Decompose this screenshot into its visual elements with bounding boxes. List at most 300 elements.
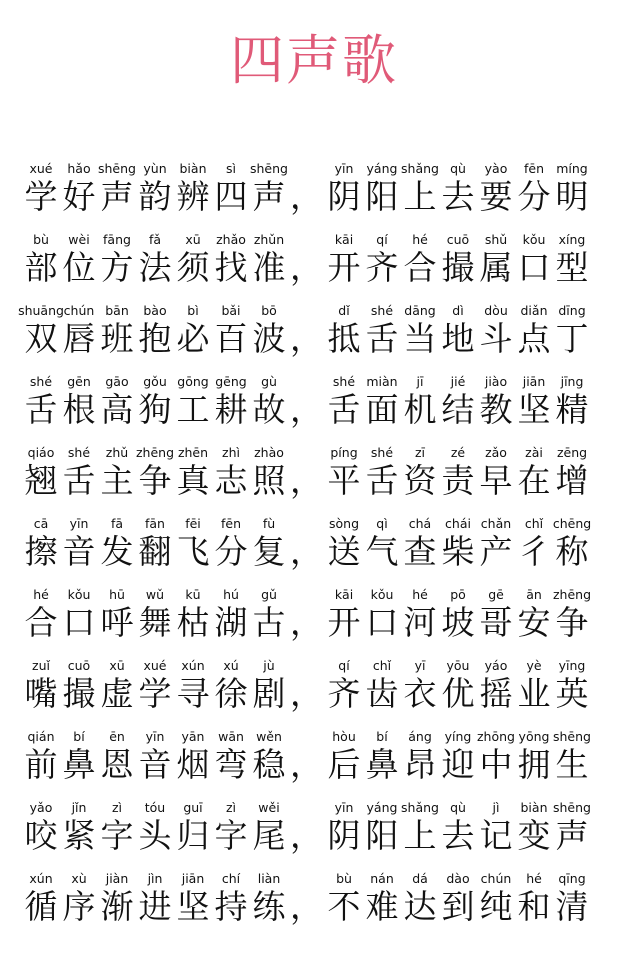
pinyin-label: ān	[526, 587, 542, 602]
hanzi-character: 双	[24, 319, 58, 358]
pinyin-label: kǒu	[67, 587, 91, 602]
hanzi-character: 合	[403, 248, 437, 287]
pinyin-label: xū	[109, 658, 125, 673]
hanzi-character: 恩	[100, 745, 134, 784]
hanzi-character: 复	[252, 532, 286, 571]
line-right-half	[325, 373, 591, 430]
pinyin-label: chēng	[552, 516, 592, 531]
character-cell	[401, 373, 439, 430]
character-cell	[439, 799, 477, 856]
character-cell	[401, 231, 439, 288]
hanzi-character: 齿	[365, 674, 399, 713]
hanzi-character: 序	[62, 887, 96, 926]
character-cell	[136, 444, 174, 501]
comma-punctuation: ，	[290, 887, 323, 926]
pinyin-label: zhào	[254, 445, 284, 460]
pinyin-label: dì	[452, 303, 464, 318]
hanzi-character: 点	[517, 319, 551, 358]
character-cell	[250, 728, 288, 785]
hanzi-character: 发	[100, 532, 134, 571]
hanzi-character: 声	[555, 816, 589, 855]
hanzi-character: 口	[365, 603, 399, 642]
pinyin-label: sòng	[328, 516, 360, 531]
pinyin-label: dīng	[558, 303, 586, 318]
character-cell	[515, 373, 553, 430]
character-cell	[174, 657, 212, 714]
character-cell	[477, 799, 515, 856]
pinyin-label: kāi	[334, 587, 354, 602]
hanzi-character: 河	[403, 603, 437, 642]
pinyin-label: bào	[143, 303, 167, 318]
pinyin-label: hú	[223, 587, 239, 602]
pinyin-label: yáng	[366, 161, 398, 176]
character-cell	[477, 515, 515, 572]
character-cell	[325, 728, 363, 785]
hanzi-character: 争	[555, 603, 589, 642]
pinyin-label: bù	[336, 871, 352, 886]
hanzi-character: 舌	[365, 319, 399, 358]
pinyin-label: dòu	[484, 303, 508, 318]
pinyin-label: hǎo	[67, 161, 91, 176]
hanzi-character: 去	[441, 816, 475, 855]
comma-punctuation: ，	[290, 390, 323, 429]
character-cell	[401, 302, 439, 359]
hanzi-character: 舌	[327, 390, 361, 429]
pinyin-label: yīn	[69, 516, 89, 531]
hanzi-character: 部	[24, 248, 58, 287]
hanzi-character: 迎	[441, 745, 475, 784]
character-cell	[22, 515, 60, 572]
hanzi-character: 尾	[252, 816, 286, 855]
character-cell	[136, 302, 174, 359]
character-cell	[212, 302, 250, 359]
pinyin-label: yīn	[334, 161, 354, 176]
pinyin-label: kū	[185, 587, 201, 602]
hanzi-character: 抵	[327, 319, 361, 358]
pinyin-label: wèi	[68, 232, 90, 247]
hanzi-character: 寻	[176, 674, 210, 713]
character-cell	[60, 302, 98, 359]
pinyin-label: xún	[29, 871, 53, 886]
hanzi-character: 坡	[441, 603, 475, 642]
hanzi-character: 不	[327, 887, 361, 926]
hanzi-character: 清	[555, 887, 589, 926]
pinyin-label: diǎn	[520, 303, 548, 318]
pinyin-label: shēng	[250, 161, 288, 176]
character-cell	[477, 160, 515, 217]
character-cell	[439, 728, 477, 785]
line-right-half	[325, 799, 591, 856]
character-cell	[250, 373, 288, 430]
hanzi-character: 分	[214, 532, 248, 571]
pinyin-label: shé	[332, 374, 356, 389]
character-cell	[439, 231, 477, 288]
line-right-half	[325, 870, 591, 927]
pinyin-label: jiàn	[105, 871, 129, 886]
hanzi-character: 开	[327, 603, 361, 642]
hanzi-character: 资	[403, 461, 437, 500]
character-cell	[60, 515, 98, 572]
character-cell	[363, 870, 401, 927]
hanzi-character: 上	[403, 177, 437, 216]
character-cell	[22, 657, 60, 714]
character-cell	[553, 586, 591, 643]
character-cell	[325, 444, 363, 501]
hanzi-character: 波	[252, 319, 286, 358]
hanzi-character: 鼻	[62, 745, 96, 784]
character-cell	[18, 302, 64, 359]
pinyin-label: gǔ	[261, 587, 277, 602]
character-cell	[22, 444, 60, 501]
pinyin-label: áng	[408, 729, 432, 744]
pinyin-label: zài	[525, 445, 543, 460]
pinyin-label: nán	[370, 871, 394, 886]
hanzi-character: 湖	[214, 603, 248, 642]
hanzi-character: 彳	[517, 532, 551, 571]
character-cell	[401, 160, 439, 217]
pinyin-label: dāng	[404, 303, 436, 318]
hanzi-character: 齐	[365, 248, 399, 287]
comma-punctuation: ，	[290, 532, 323, 571]
pinyin-label: cuō	[67, 658, 91, 673]
pinyin-label: pō	[450, 587, 466, 602]
character-cell	[250, 657, 288, 714]
character-cell	[553, 728, 591, 785]
character-cell	[250, 799, 288, 856]
hanzi-character: 学	[138, 674, 172, 713]
character-cell	[136, 657, 174, 714]
character-cell	[250, 515, 288, 572]
character-cell	[325, 657, 363, 714]
character-cell	[174, 302, 212, 359]
pinyin-label: yīn	[145, 729, 165, 744]
poem-line	[22, 870, 612, 941]
pinyin-label: kǒu	[522, 232, 546, 247]
character-cell	[363, 657, 401, 714]
character-cell	[60, 586, 98, 643]
character-cell	[553, 799, 591, 856]
pinyin-label: xū	[185, 232, 201, 247]
pinyin-label: liàn	[257, 871, 281, 886]
character-cell	[477, 728, 515, 785]
pinyin-label: míng	[556, 161, 588, 176]
character-cell	[60, 231, 98, 288]
pinyin-label: xú	[223, 658, 239, 673]
character-cell	[325, 799, 363, 856]
character-cell	[325, 302, 363, 359]
character-cell	[439, 657, 477, 714]
hanzi-character: 口	[517, 248, 551, 287]
line-right-half	[325, 586, 591, 643]
pinyin-label: chún	[480, 871, 512, 886]
pinyin-label: qì	[376, 516, 388, 531]
hanzi-character: 字	[100, 816, 134, 855]
character-cell	[553, 373, 591, 430]
pinyin-label: xù	[71, 871, 87, 886]
pinyin-label: shēng	[98, 161, 136, 176]
hanzi-character: 要	[479, 177, 513, 216]
character-cell	[515, 728, 553, 785]
pinyin-label: bù	[33, 232, 49, 247]
hanzi-character: 舞	[138, 603, 172, 642]
pinyin-label: jiān	[522, 374, 546, 389]
line-right-half	[325, 231, 591, 288]
hanzi-character: 精	[555, 390, 589, 429]
character-cell	[477, 231, 515, 288]
pinyin-label: kǒu	[370, 587, 394, 602]
hanzi-character: 韵	[138, 177, 172, 216]
character-cell	[363, 515, 401, 572]
character-cell	[515, 231, 553, 288]
pinyin-label: shuāng	[18, 303, 64, 318]
hanzi-character: 口	[62, 603, 96, 642]
hanzi-character: 摇	[479, 674, 513, 713]
pinyin-label: yīn	[334, 800, 354, 815]
character-cell	[60, 657, 98, 714]
character-cell	[250, 870, 288, 927]
hanzi-character: 故	[252, 390, 286, 429]
pinyin-label: píng	[330, 445, 358, 460]
hanzi-character: 中	[479, 745, 513, 784]
hanzi-character: 变	[517, 816, 551, 855]
hanzi-character: 分	[517, 177, 551, 216]
pinyin-label: dǐ	[338, 303, 350, 318]
line-right-half	[325, 728, 591, 785]
character-cell	[98, 728, 136, 785]
character-cell	[363, 799, 401, 856]
character-cell	[401, 444, 439, 501]
character-cell	[250, 302, 288, 359]
pinyin-label: zì	[225, 800, 237, 815]
hanzi-character: 安	[517, 603, 551, 642]
hanzi-character: 撮	[62, 674, 96, 713]
character-cell	[250, 231, 288, 288]
character-cell	[212, 870, 250, 927]
pinyin-label: jié	[450, 374, 466, 389]
pinyin-label: gēng	[215, 374, 247, 389]
comma-punctuation: ，	[290, 248, 323, 287]
hanzi-character: 产	[479, 532, 513, 571]
pinyin-label: chá	[408, 516, 432, 531]
poem-line	[22, 515, 612, 586]
hanzi-character: 舌	[365, 461, 399, 500]
hanzi-character: 上	[403, 816, 437, 855]
hanzi-character: 须	[176, 248, 210, 287]
hanzi-character: 坚	[517, 390, 551, 429]
hanzi-character: 在	[517, 461, 551, 500]
character-cell	[22, 160, 60, 217]
hanzi-character: 根	[62, 390, 96, 429]
pinyin-label: zhēn	[177, 445, 209, 460]
hanzi-character: 阳	[365, 177, 399, 216]
hanzi-character: 面	[365, 390, 399, 429]
pinyin-label: jiào	[484, 374, 508, 389]
character-cell	[98, 515, 136, 572]
pinyin-label: yǎo	[29, 800, 53, 815]
character-cell	[212, 799, 250, 856]
hanzi-character: 字	[214, 816, 248, 855]
pinyin-label: jì	[492, 800, 500, 815]
character-cell	[363, 373, 401, 430]
pinyin-label: ēn	[109, 729, 125, 744]
pinyin-label: yáng	[366, 800, 398, 815]
hanzi-character: 英	[555, 674, 589, 713]
pinyin-label: fēn	[220, 516, 241, 531]
hanzi-character: 属	[479, 248, 513, 287]
character-cell	[325, 160, 363, 217]
pinyin-label: yè	[526, 658, 542, 673]
pinyin-label: zuǐ	[32, 658, 50, 673]
pinyin-label: cuō	[446, 232, 470, 247]
hanzi-character: 好	[62, 177, 96, 216]
pinyin-label: qí	[376, 232, 388, 247]
line-left-half	[22, 657, 288, 714]
pinyin-label: qù	[450, 161, 466, 176]
hanzi-character: 早	[479, 461, 513, 500]
line-left-half	[18, 302, 288, 359]
character-cell	[98, 870, 136, 927]
pinyin-label: xún	[181, 658, 205, 673]
comma-punctuation: ，	[290, 745, 323, 784]
pinyin-label: wǔ	[145, 587, 165, 602]
pinyin-label: yào	[484, 161, 508, 176]
hanzi-character: 机	[403, 390, 437, 429]
comma-punctuation: ，	[290, 674, 323, 713]
hanzi-character: 责	[441, 461, 475, 500]
line-left-half	[22, 586, 288, 643]
character-cell	[98, 373, 136, 430]
character-cell	[325, 515, 363, 572]
hanzi-character: 抱	[138, 319, 172, 358]
hanzi-character: 哥	[479, 603, 513, 642]
hanzi-character: 主	[100, 461, 134, 500]
hanzi-character: 耕	[214, 390, 248, 429]
pinyin-label: chái	[445, 516, 471, 531]
hanzi-character: 纯	[479, 887, 513, 926]
hanzi-character: 嘴	[24, 674, 58, 713]
character-cell	[363, 231, 401, 288]
pinyin-label: gēn	[67, 374, 91, 389]
hanzi-character: 枯	[176, 603, 210, 642]
hanzi-character: 记	[479, 816, 513, 855]
hanzi-character: 头	[138, 816, 172, 855]
hanzi-character: 斗	[479, 319, 513, 358]
hanzi-character: 归	[176, 816, 210, 855]
pinyin-label: fù	[262, 516, 276, 531]
hanzi-character: 齐	[327, 674, 361, 713]
line-right-half	[325, 160, 591, 217]
character-cell	[401, 799, 439, 856]
hanzi-character: 查	[403, 532, 437, 571]
character-cell	[401, 728, 439, 785]
poem-line	[22, 728, 612, 799]
pinyin-label: yī	[414, 658, 426, 673]
pinyin-label: chǎn	[480, 516, 512, 531]
character-cell	[515, 444, 553, 501]
hanzi-character: 声	[252, 177, 286, 216]
pinyin-label: gē	[488, 587, 504, 602]
pinyin-label: zhǔ	[105, 445, 129, 460]
character-cell	[174, 444, 212, 501]
line-left-half	[22, 444, 288, 501]
pinyin-label: yōng	[518, 729, 550, 744]
pinyin-label: biàn	[520, 800, 548, 815]
character-cell	[60, 444, 98, 501]
pinyin-label: hé	[33, 587, 49, 602]
character-cell	[174, 160, 212, 217]
hanzi-character: 教	[479, 390, 513, 429]
character-cell	[477, 870, 515, 927]
pinyin-label: bǎi	[221, 303, 241, 318]
pinyin-label: jìn	[147, 871, 163, 886]
character-cell	[477, 657, 515, 714]
pinyin-label: zé	[450, 445, 466, 460]
pinyin-label: xué	[29, 161, 53, 176]
character-cell	[477, 444, 515, 501]
character-cell	[553, 515, 591, 572]
hanzi-character: 照	[252, 461, 286, 500]
pinyin-label: shé	[370, 303, 394, 318]
hanzi-character: 咬	[24, 816, 58, 855]
hanzi-character: 地	[441, 319, 475, 358]
hanzi-character: 四	[214, 177, 248, 216]
hanzi-character: 增	[555, 461, 589, 500]
character-cell	[363, 444, 401, 501]
character-cell	[98, 444, 136, 501]
character-cell	[363, 728, 401, 785]
character-cell	[136, 799, 174, 856]
character-cell	[401, 870, 439, 927]
character-cell	[174, 586, 212, 643]
hanzi-character: 百	[214, 319, 248, 358]
pinyin-label: gù	[261, 374, 277, 389]
pinyin-label: dào	[446, 871, 470, 886]
character-cell	[212, 231, 250, 288]
pinyin-label: fēi	[185, 516, 201, 531]
pinyin-label: xué	[143, 658, 167, 673]
character-cell	[553, 657, 591, 714]
line-right-half	[325, 302, 591, 359]
character-cell	[553, 160, 591, 217]
hanzi-character: 到	[441, 887, 475, 926]
character-cell	[325, 373, 363, 430]
character-cell	[212, 586, 250, 643]
comma-punctuation: ，	[290, 461, 323, 500]
hanzi-character: 持	[214, 887, 248, 926]
pinyin-label: jīng	[560, 374, 584, 389]
pinyin-label: hé	[526, 871, 542, 886]
hanzi-character: 业	[517, 674, 551, 713]
character-cell	[174, 373, 212, 430]
hanzi-character: 呼	[100, 603, 134, 642]
pinyin-label: shǎng	[401, 161, 439, 176]
hanzi-character: 稳	[252, 745, 286, 784]
hanzi-character: 徐	[214, 674, 248, 713]
hanzi-character: 必	[176, 319, 210, 358]
character-cell	[212, 515, 250, 572]
hanzi-character: 渐	[100, 887, 134, 926]
hanzi-character: 准	[252, 248, 286, 287]
pinyin-label: shēng	[553, 800, 591, 815]
character-cell	[250, 586, 288, 643]
poem-line	[22, 657, 612, 728]
pinyin-label: chǐ	[524, 516, 544, 531]
character-cell	[98, 160, 136, 217]
hanzi-character: 进	[138, 887, 172, 926]
pinyin-label: gōng	[177, 374, 209, 389]
pinyin-label: sì	[226, 161, 236, 176]
pinyin-label: shǔ	[484, 232, 508, 247]
